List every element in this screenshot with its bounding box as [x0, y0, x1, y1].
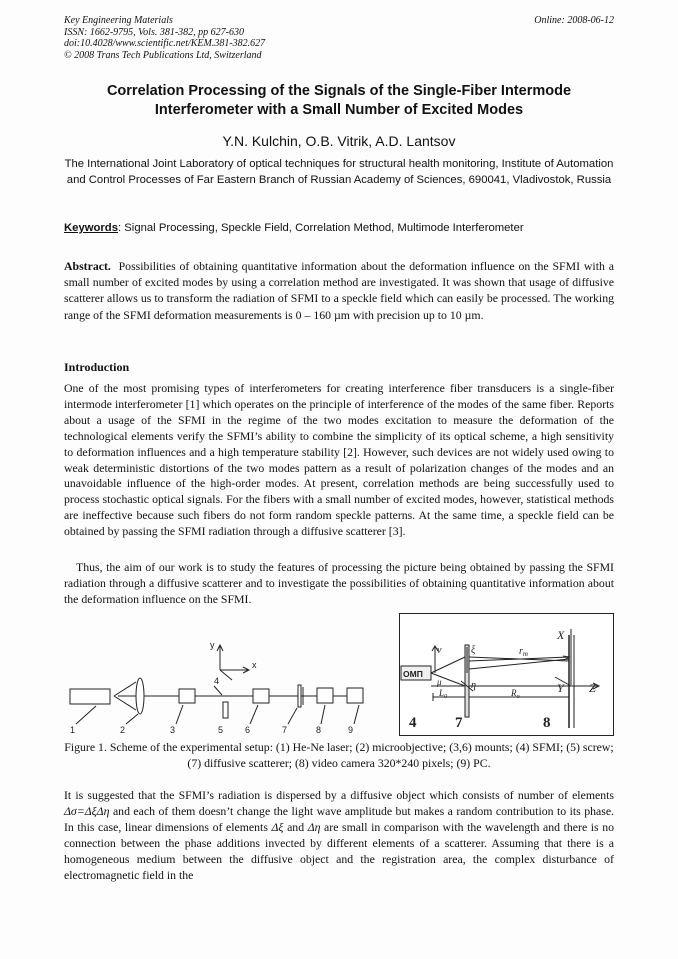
leader-1: [76, 706, 96, 724]
equation-delta-eta: Δη: [307, 819, 321, 834]
component-label-3: 3: [170, 725, 176, 735]
label-R0: $R_o$: [511, 688, 520, 700]
author-list: Y.N. Kulchin, O.B. Vitrik, A.D. Lantsov: [222, 133, 456, 149]
keywords-label: Keywords: [64, 222, 118, 234]
fiber-output-label: ОМП: [403, 669, 423, 679]
pc-9: [347, 688, 363, 703]
label-4: 4: [409, 715, 417, 731]
abstract-text: Possibilities of obtaining quantitative information about the deformation influence on the SFMI with a small number of excited modes by using a correlation method are investigated. It was shown that usage of diffusive scatterer allows us to transform the radiation of SFMI to a speckle field which can easily be processed. The working range of the SFMI deformation measurements is 0 – 160 µm with precision up to 10 µm.: [64, 259, 614, 322]
figure-caption: Figure 1. Scheme of the experimental setup: (1) He-Ne laser; (2) microobjective; (3,6) mounts; (4) SFMI; (5) screw; (7) diffusive scatterer; (8) video camera 320*240 pixels; (9) PC.: [64, 740, 614, 770]
component-label-9: 9: [348, 725, 354, 735]
affiliation: The International Joint Laboratory of optical techniques for structural health monitoring, Institute of Automation and Control Processes of Far Eastern Branch of Russian Academy of Sciences, 690041, Vladivostok, Russia: [64, 158, 614, 186]
leader-4: [214, 686, 222, 695]
label-rm: $r_m$: [519, 646, 528, 658]
diagram-frame: [400, 614, 614, 736]
doi-line: doi:10.4028/www.scientific.net/KEM.381-382.627: [64, 38, 266, 49]
equation-area-element: Δσ=ΔξΔη: [64, 803, 110, 818]
label-eta: η: [471, 680, 476, 691]
setup-schematic: [62, 630, 398, 736]
label-7: 7: [455, 715, 463, 731]
label-Y: Y: [557, 681, 564, 695]
keywords-text: : Signal Processing, Speckle Field, Correlation Method, Multimode Interferometer: [118, 222, 524, 234]
mount-3: [179, 689, 195, 703]
body-paragraph: [64, 788, 614, 883]
running-header: [64, 15, 265, 61]
leader-8: [321, 705, 325, 724]
keywords: [64, 222, 624, 234]
introduction-paragraph-1: One of the most promising types of interferometers for creating interference fiber transducers is a single-fiber intermode interferometer [1] which operates on the principle of interference of the modes of the same fiber. Reports about a usage of the SFMI in the regime of the two modes excitation to measure the deformation of the technological elements verify the SFMI’s ability to combine the simplicity of its optical scheme, a high sensitivity to deformation influences and a high temperature stability [2]. However, such devices are not widely used owing to weak deterministic distortions of the two modes pattern as a result of polarization changes of the modes and an unavoidable influence of the high-order modes. At present, correlation methods are being successfully used to process stochastic optical signals. For the fibers with a small number of excited modes, however, statistical methods are ineffective because such fibers do not form random speckle patterns. At the same time, a speckle field can be obtained by passing the SFMI radiation through a diffusive scatterer [3].: [64, 381, 614, 539]
screw-5: [223, 702, 228, 718]
label-nu: ν: [437, 645, 442, 656]
leader-9: [354, 705, 359, 724]
label-Z: Z: [589, 681, 596, 695]
introduction-heading: Introduction: [64, 360, 130, 374]
axis-label-x: x: [252, 660, 257, 670]
component-label-1: 1: [70, 725, 76, 735]
label-X: X: [557, 628, 565, 642]
body-text-3: and: [287, 819, 305, 834]
beam-upper: [114, 682, 136, 696]
body-text-4: are small in comparison with the wavelength and there is no connection between the phase additions invected by different elements of a scatterer. Assuming that there is a homogeneous medium between the diffusive object and the registration area, the complex disturbance of electromagnetic field in the: [64, 819, 614, 882]
leader-6: [250, 705, 258, 724]
issn-line: ISSN: 1662-9795, Vols. 381-382, pp 627-630: [64, 26, 244, 38]
leader-3: [176, 705, 183, 724]
scatterer-7: [298, 685, 301, 707]
leader-7: [288, 708, 297, 724]
beam-lower: [114, 696, 136, 710]
leader-2: [126, 714, 138, 724]
label-mu: μ: [437, 677, 442, 687]
introduction-paragraph-2: Thus, the aim of our work is to study the features of processing the picture being obtained by passing the SFMI radiation through a diffusive scatterer and to investigate the possibilities of obtaining quantitative information about the deformation influence on the SFMI.: [64, 560, 614, 606]
body-text-1: It is suggested that the SFMI’s radiation is dispersed by a diffusive object which consists of number of elements: [64, 788, 614, 802]
online-date: Online: 2008-06-12: [534, 15, 614, 26]
component-label-5: 5: [218, 725, 224, 735]
component-label-4: 4: [214, 676, 220, 686]
axis-label-y: y: [210, 640, 215, 650]
mount-6: [253, 689, 269, 703]
equation-delta-xi: Δξ: [271, 819, 284, 834]
abstract-label: Abstract.: [64, 259, 111, 273]
abstract: [64, 258, 614, 323]
camera-8: [317, 688, 333, 703]
laser-box: [70, 689, 110, 704]
geometry-diagram: [399, 613, 614, 736]
microobjective-lens: [136, 678, 144, 714]
component-label-7: 7: [282, 725, 288, 735]
body-text-2: and each of them doesn’t change the light wave amplitude but makes a random contribution to its phase. In this case, linear dimensions of elements: [64, 803, 615, 834]
paper-title: Correlation Processing of the Signals of the Single-Fiber Intermode Interferometer with a Small Number of Excited Modes: [106, 83, 572, 118]
z-axis: [220, 670, 232, 680]
label-xi: ξ: [471, 645, 476, 656]
label-L0: $L_0$: [439, 688, 448, 700]
component-label-8: 8: [316, 725, 322, 735]
journal-name: Key Engineering Materials: [64, 15, 173, 26]
component-label-6: 6: [245, 725, 251, 735]
copyright-line: © 2008 Trans Tech Publications Ltd, Switzerland: [64, 49, 262, 61]
component-label-2: 2: [120, 725, 126, 735]
label-8: 8: [543, 715, 551, 731]
